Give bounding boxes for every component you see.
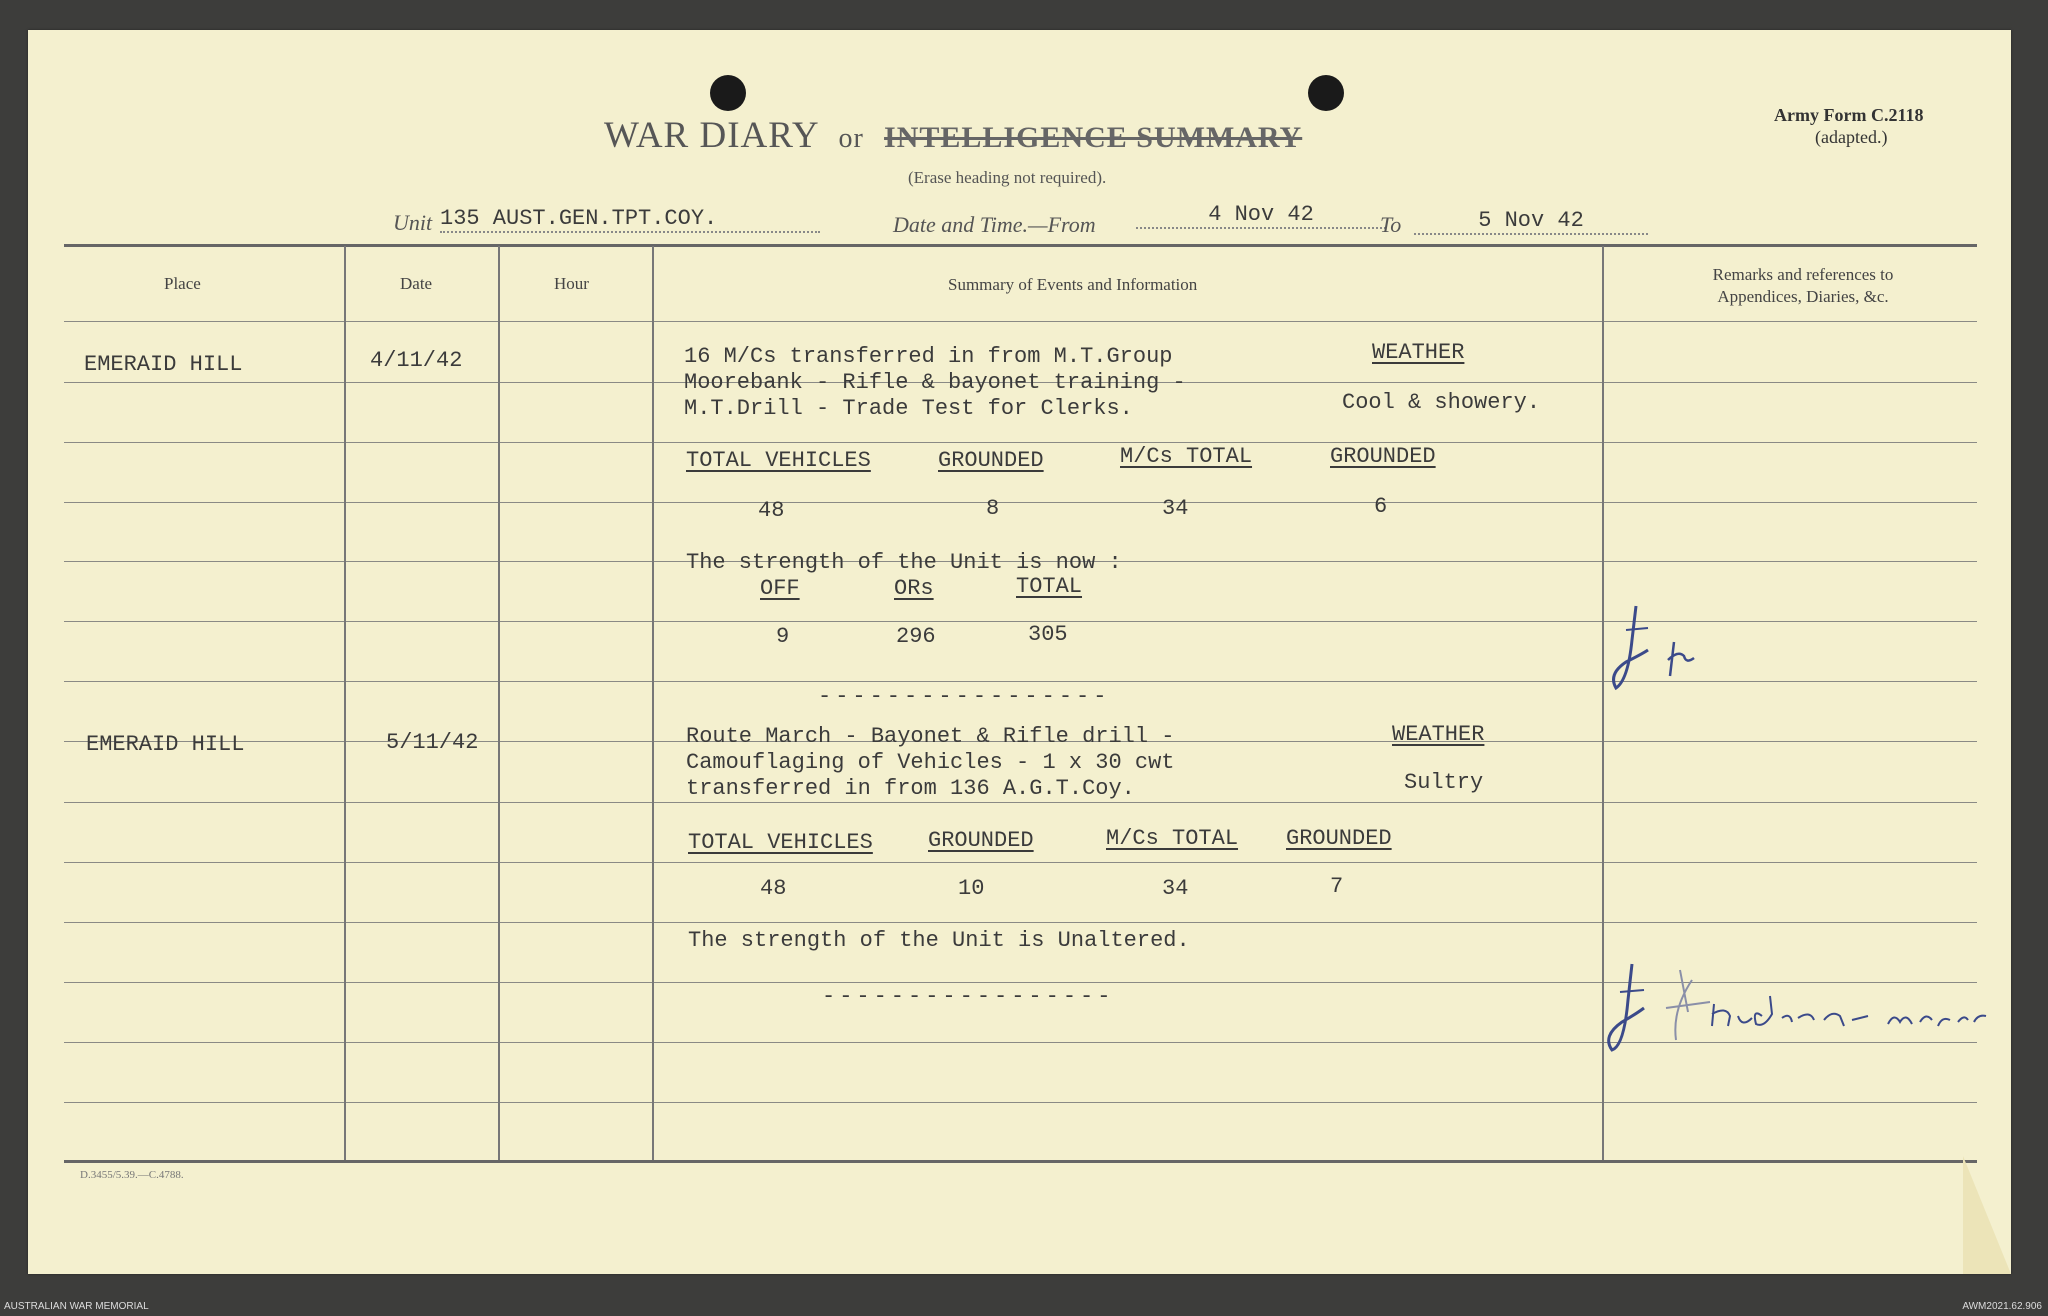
column-header-date: Date bbox=[400, 274, 433, 293]
folded-corner bbox=[1963, 1156, 2011, 1274]
unit-value: 135 AUST.GEN.TPT.COY. bbox=[440, 206, 820, 233]
entry1-place: EMERAID HILL bbox=[84, 352, 243, 377]
entry1-strength: The strength of the Unit is now : bbox=[686, 550, 1122, 575]
entry2-place: EMERAID HILL bbox=[86, 732, 245, 757]
war-diary-sheet bbox=[28, 30, 2011, 1274]
row-rule bbox=[64, 442, 1977, 443]
entry1-header-ors: ORs bbox=[894, 576, 934, 601]
entry1-divider: ----------------- bbox=[818, 684, 1111, 709]
row-rule bbox=[64, 802, 1977, 803]
punch-hole-left bbox=[710, 75, 746, 111]
entry1-date: 4/11/42 bbox=[370, 348, 463, 373]
erase-note: (Erase heading not required). bbox=[908, 168, 1107, 187]
punch-hole-right bbox=[1308, 75, 1344, 111]
row-rule bbox=[64, 862, 1977, 863]
entry2-strength: The strength of the Unit is Unaltered. bbox=[688, 928, 1190, 953]
entry1-header-grounded-mcs: GROUNDED bbox=[1330, 444, 1436, 469]
army-form-adapted: (adapted.) bbox=[1815, 127, 1888, 147]
entry2-line3: transferred in from 136 A.G.T.Coy. bbox=[686, 776, 1135, 801]
entry1-header-off: OFF bbox=[760, 576, 800, 601]
entry2-divider: ----------------- bbox=[822, 984, 1115, 1009]
army-form-number: Army Form C.2118 bbox=[1774, 105, 1924, 125]
entry1-header-total-vehicles: TOTAL VEHICLES bbox=[686, 448, 871, 473]
entry1-weather: Cool & showery. bbox=[1342, 390, 1541, 415]
entry1-total: 305 bbox=[1028, 622, 1068, 647]
remarks-header-line2: Appendices, Diaries, &c. bbox=[1717, 287, 1889, 306]
entry1-line3: M.T.Drill - Trade Test for Clerks. bbox=[684, 396, 1133, 421]
entry2-grounded-mcs: 7 bbox=[1330, 874, 1344, 899]
archive-caption-left: AUSTRALIAN WAR MEMORIAL bbox=[4, 1301, 149, 1312]
entry2-line2: Camouflaging of Vehicles - 1 x 30 cwt bbox=[686, 750, 1175, 775]
column-divider bbox=[498, 246, 500, 1160]
date-time-label: Date and Time.—From bbox=[893, 212, 1096, 237]
column-header-hour: Hour bbox=[554, 274, 589, 293]
entry1-mcs-total: 34 bbox=[1162, 496, 1189, 521]
title-struck-heading: INTELLIGENCE SUMMARY bbox=[884, 121, 1303, 154]
handwritten-initials bbox=[1608, 570, 1728, 700]
entry1-grounded: 8 bbox=[986, 496, 1000, 521]
entry2-header-total-vehicles: TOTAL VEHICLES bbox=[688, 830, 873, 855]
entry1-ors: 296 bbox=[896, 624, 936, 649]
entry2-events bbox=[686, 724, 1174, 802]
to-label: To bbox=[1380, 212, 1402, 237]
page-title bbox=[604, 114, 1302, 157]
entry2-header-mcs-total: M/Cs TOTAL bbox=[1106, 826, 1239, 851]
entry2-total-vehicles: 48 bbox=[760, 876, 787, 901]
entry2-date: 5/11/42 bbox=[386, 730, 479, 755]
column-header-summary: Summary of Events and Information bbox=[948, 275, 1198, 294]
entry2-grounded: 10 bbox=[958, 876, 985, 901]
archive-caption-right: AWM2021.62.906 bbox=[1962, 1301, 2042, 1312]
entry1-line2: Moorebank - Rifle & bayonet training - bbox=[684, 370, 1186, 395]
column-divider bbox=[652, 246, 654, 1160]
title-or: or bbox=[838, 123, 864, 154]
header-rule bbox=[64, 321, 1977, 322]
army-form-label bbox=[1774, 104, 1923, 148]
entry1-weather-label: WEATHER bbox=[1372, 340, 1465, 365]
entry1-total-vehicles: 48 bbox=[758, 498, 785, 523]
to-date-value: 5 Nov 42 bbox=[1414, 208, 1648, 235]
entry1-grounded-mcs: 6 bbox=[1374, 494, 1388, 519]
entry1-off: 9 bbox=[776, 624, 790, 649]
column-divider bbox=[344, 246, 346, 1160]
entry1-header-mcs-total: M/Cs TOTAL bbox=[1120, 444, 1253, 469]
unit-label: Unit bbox=[393, 210, 433, 235]
title-war-diary: WAR DIARY bbox=[604, 115, 819, 156]
entry2-header-grounded: GROUNDED bbox=[928, 828, 1034, 853]
handwritten-signature bbox=[1602, 930, 2002, 1070]
entry2-weather-label: WEATHER bbox=[1392, 722, 1485, 747]
entry2-header-grounded-mcs: GROUNDED bbox=[1286, 826, 1392, 851]
row-rule bbox=[64, 502, 1977, 503]
table-top-rule bbox=[64, 244, 1977, 247]
entry1-header-grounded: GROUNDED bbox=[938, 448, 1044, 473]
row-rule bbox=[64, 1102, 1977, 1103]
entry2-mcs-total: 34 bbox=[1162, 876, 1189, 901]
entry1-events bbox=[684, 344, 1186, 422]
row-rule bbox=[64, 922, 1977, 923]
table-bottom-rule bbox=[64, 1160, 1977, 1163]
from-date-value: 4 Nov 42 bbox=[1136, 202, 1386, 229]
remarks-header-line1: Remarks and references to bbox=[1712, 265, 1894, 284]
entry1-header-total: TOTAL bbox=[1016, 574, 1083, 599]
column-header-place: Place bbox=[164, 274, 201, 293]
column-header-remarks bbox=[1648, 264, 1958, 308]
entry2-line1: Route March - Bayonet & Rifle drill - bbox=[686, 724, 1175, 749]
print-code: D.3455/5.39.—C.4788. bbox=[80, 1169, 184, 1181]
entry1-line1: 16 M/Cs transferred in from M.T.Group bbox=[684, 344, 1173, 369]
entry2-weather: Sultry bbox=[1404, 770, 1484, 795]
